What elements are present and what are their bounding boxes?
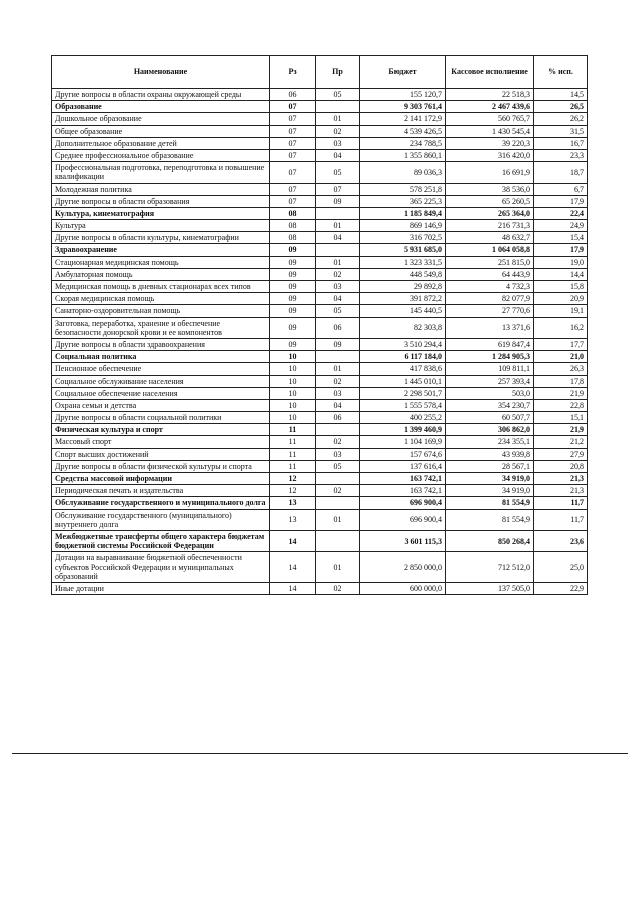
cell-pr: 09 <box>316 338 360 350</box>
cell-pct: 31,5 <box>534 125 588 137</box>
cell-pr: 01 <box>316 113 360 125</box>
cell-cash: 109 811,1 <box>446 363 534 375</box>
table-row <box>52 460 588 472</box>
cell-budget: 365 225,3 <box>360 195 446 207</box>
cell-rz: 09 <box>270 281 316 293</box>
cell-cash: 28 567,1 <box>446 460 534 472</box>
section-row <box>52 244 588 256</box>
section-row <box>52 530 588 551</box>
cell-budget: 4 539 426,5 <box>360 125 446 137</box>
cell-cash: 316 420,0 <box>446 149 534 161</box>
cell-budget: 5 931 685,0 <box>360 244 446 256</box>
table-row <box>52 305 588 317</box>
cell-pct: 21,9 <box>534 387 588 399</box>
cell-cash: 234 355,1 <box>446 436 534 448</box>
section-row <box>52 424 588 436</box>
cell-name: Социальное обслуживание населения <box>52 375 270 387</box>
cell-pr: 02 <box>316 436 360 448</box>
cell-pr: 06 <box>316 317 360 338</box>
cell-pct: 20,9 <box>534 293 588 305</box>
cell-name: Спорт высших достижений <box>52 448 270 460</box>
cell-name: Другие вопросы в области социальной политики <box>52 412 270 424</box>
cell-cash: 265 364,0 <box>446 207 534 219</box>
cell-rz: 09 <box>270 305 316 317</box>
cell-rz: 07 <box>270 162 316 183</box>
cell-pr: 06 <box>316 412 360 424</box>
table-row <box>52 162 588 183</box>
cell-budget: 6 117 184,0 <box>360 351 446 363</box>
cell-cash: 81 554,9 <box>446 497 534 509</box>
table-row <box>52 183 588 195</box>
cell-cash: 82 077,9 <box>446 293 534 305</box>
table-row <box>52 338 588 350</box>
cell-budget: 696 900,4 <box>360 497 446 509</box>
cell-cash: 560 765,7 <box>446 113 534 125</box>
cell-cash: 850 268,4 <box>446 530 534 551</box>
cell-budget: 1 185 849,4 <box>360 207 446 219</box>
cell-pct: 16,2 <box>534 317 588 338</box>
cell-rz: 12 <box>270 485 316 497</box>
table-row <box>52 317 588 338</box>
cell-pr: 09 <box>316 195 360 207</box>
cell-name: Периодическая печать и издательства <box>52 485 270 497</box>
cell-rz: 11 <box>270 448 316 460</box>
table-row <box>52 375 588 387</box>
cell-budget: 316 702,5 <box>360 232 446 244</box>
cell-rz: 07 <box>270 149 316 161</box>
cell-rz: 07 <box>270 125 316 137</box>
table-row <box>52 552 588 583</box>
cell-pct: 23,6 <box>534 530 588 551</box>
cell-pct: 17,9 <box>534 195 588 207</box>
cell-pct: 21,3 <box>534 485 588 497</box>
cell-budget: 29 892,8 <box>360 281 446 293</box>
cell-budget: 1 323 331,5 <box>360 256 446 268</box>
cell-budget: 391 872,2 <box>360 293 446 305</box>
cell-cash: 43 939,8 <box>446 448 534 460</box>
cell-cash: 619 847,4 <box>446 338 534 350</box>
header-name: Наименование <box>52 56 270 89</box>
cell-budget: 234 788,5 <box>360 137 446 149</box>
table-row <box>52 412 588 424</box>
cell-pct: 22,9 <box>534 582 588 594</box>
cell-name: Социальная политика <box>52 351 270 363</box>
cell-rz: 11 <box>270 436 316 448</box>
cell-cash: 16 691,9 <box>446 162 534 183</box>
cell-budget: 3 510 294,4 <box>360 338 446 350</box>
cell-pct: 26,5 <box>534 101 588 113</box>
cell-rz: 07 <box>270 183 316 195</box>
cell-pct: 25,0 <box>534 552 588 583</box>
cell-budget: 2 850 000,0 <box>360 552 446 583</box>
cell-budget: 3 601 115,3 <box>360 530 446 551</box>
table-row <box>52 137 588 149</box>
cell-pct: 21,9 <box>534 424 588 436</box>
cell-cash: 39 220,3 <box>446 137 534 149</box>
cell-pr: 03 <box>316 448 360 460</box>
header-budget: Бюджет <box>360 56 446 89</box>
cell-name: Обслуживание государственного (муниципального) внутреннего долга <box>52 509 270 530</box>
cell-budget: 2 298 501,7 <box>360 387 446 399</box>
cell-name: Здравоохранение <box>52 244 270 256</box>
section-row <box>52 497 588 509</box>
cell-budget: 600 000,0 <box>360 582 446 594</box>
cell-budget: 82 303,8 <box>360 317 446 338</box>
cell-pct: 16,7 <box>534 137 588 149</box>
cell-pr: 04 <box>316 399 360 411</box>
cell-cash: 13 371,6 <box>446 317 534 338</box>
cell-cash: 306 862,0 <box>446 424 534 436</box>
cell-rz: 14 <box>270 530 316 551</box>
cell-rz: 07 <box>270 137 316 149</box>
section-row <box>52 207 588 219</box>
cell-pr: 03 <box>316 137 360 149</box>
budget-table <box>51 55 588 595</box>
cell-cash: 216 731,3 <box>446 220 534 232</box>
cell-rz: 09 <box>270 256 316 268</box>
table-row <box>52 195 588 207</box>
cell-rz: 09 <box>270 244 316 256</box>
cell-budget: 163 742,1 <box>360 485 446 497</box>
header-pr: Пр <box>316 56 360 89</box>
cell-pct: 22,8 <box>534 399 588 411</box>
cell-rz: 10 <box>270 412 316 424</box>
cell-name: Среднее профессиональное образование <box>52 149 270 161</box>
cell-rz: 07 <box>270 113 316 125</box>
cell-budget: 1 555 578,4 <box>360 399 446 411</box>
cell-name: Общее образование <box>52 125 270 137</box>
cell-pr: 02 <box>316 375 360 387</box>
cell-cash: 60 507,7 <box>446 412 534 424</box>
cell-pr: 01 <box>316 220 360 232</box>
table-row <box>52 387 588 399</box>
cell-pct: 18,7 <box>534 162 588 183</box>
cell-rz: 11 <box>270 460 316 472</box>
cell-budget: 145 440,5 <box>360 305 446 317</box>
cell-name: Дошкольное образование <box>52 113 270 125</box>
cell-pr <box>316 351 360 363</box>
cell-name: Медицинская помощь в дневных стационарах всех типов <box>52 281 270 293</box>
cell-pr: 05 <box>316 162 360 183</box>
cell-name: Образование <box>52 101 270 113</box>
cell-pct: 26,3 <box>534 363 588 375</box>
cell-pr <box>316 244 360 256</box>
cell-rz: 10 <box>270 375 316 387</box>
cell-cash: 137 505,0 <box>446 582 534 594</box>
cell-name: Другие вопросы в области охраны окружающей среды <box>52 89 270 101</box>
cell-rz: 14 <box>270 582 316 594</box>
cell-rz: 12 <box>270 473 316 485</box>
cell-budget: 2 141 172,9 <box>360 113 446 125</box>
cell-pr: 03 <box>316 387 360 399</box>
cell-name: Молодежная политика <box>52 183 270 195</box>
cell-rz: 13 <box>270 509 316 530</box>
cell-pr: 01 <box>316 256 360 268</box>
cell-name: Скорая медицинская помощь <box>52 293 270 305</box>
cell-pr <box>316 424 360 436</box>
cell-pct: 17,9 <box>534 244 588 256</box>
cell-pct: 26,2 <box>534 113 588 125</box>
cell-pr: 02 <box>316 125 360 137</box>
table-row <box>52 268 588 280</box>
cell-name: Культура, кинематография <box>52 207 270 219</box>
table-header-row <box>52 56 588 89</box>
cell-name: Другие вопросы в области образования <box>52 195 270 207</box>
cell-rz: 13 <box>270 497 316 509</box>
cell-pct: 21,3 <box>534 473 588 485</box>
cell-cash: 503,0 <box>446 387 534 399</box>
cell-name: Дополнительное образование детей <box>52 137 270 149</box>
cell-rz: 10 <box>270 399 316 411</box>
cell-cash: 354 230,7 <box>446 399 534 411</box>
section-row <box>52 351 588 363</box>
table-row <box>52 582 588 594</box>
cell-cash: 257 393,4 <box>446 375 534 387</box>
table-row <box>52 220 588 232</box>
cell-rz: 10 <box>270 387 316 399</box>
cell-name: Профессиональная подготовка, переподготовка и повышение квалификации <box>52 162 270 183</box>
cell-rz: 08 <box>270 207 316 219</box>
table-row <box>52 149 588 161</box>
cell-budget: 1 399 460,9 <box>360 424 446 436</box>
cell-rz: 07 <box>270 195 316 207</box>
header-rz: Рз <box>270 56 316 89</box>
cell-cash: 64 443,9 <box>446 268 534 280</box>
cell-rz: 09 <box>270 293 316 305</box>
cell-pr: 04 <box>316 293 360 305</box>
cell-name: Другие вопросы в области культуры, кинематографии <box>52 232 270 244</box>
cell-cash: 65 260,5 <box>446 195 534 207</box>
cell-pct: 27,9 <box>534 448 588 460</box>
cell-cash: 48 632,7 <box>446 232 534 244</box>
cell-cash: 22 518,3 <box>446 89 534 101</box>
cell-name: Охрана семьи и детства <box>52 399 270 411</box>
cell-budget: 417 838,6 <box>360 363 446 375</box>
header-cash: Кассовое исполнение <box>446 56 534 89</box>
table-row <box>52 232 588 244</box>
cell-name: Заготовка, переработка, хранение и обеспечение безопасности донорской крови и ее компонентов <box>52 317 270 338</box>
cell-name: Социальное обеспечение населения <box>52 387 270 399</box>
cell-pct: 11,7 <box>534 497 588 509</box>
cell-cash: 34 919,0 <box>446 485 534 497</box>
cell-pr: 01 <box>316 552 360 583</box>
table-row <box>52 256 588 268</box>
cell-budget: 400 255,2 <box>360 412 446 424</box>
cell-name: Обслуживание государственного и муниципального долга <box>52 497 270 509</box>
cell-pr: 04 <box>316 232 360 244</box>
cell-pct: 24,9 <box>534 220 588 232</box>
cell-cash: 81 554,9 <box>446 509 534 530</box>
cell-cash: 1 430 545,4 <box>446 125 534 137</box>
cell-name: Физическая культура и спорт <box>52 424 270 436</box>
cell-cash: 251 815,0 <box>446 256 534 268</box>
cell-pr <box>316 497 360 509</box>
cell-name: Межбюджетные трансферты общего характера бюджетам бюджетной системы Российской Федерации <box>52 530 270 551</box>
section-row <box>52 473 588 485</box>
cell-rz: 10 <box>270 363 316 375</box>
cell-budget: 1 355 860,1 <box>360 149 446 161</box>
cell-pr: 03 <box>316 281 360 293</box>
table-row <box>52 485 588 497</box>
cell-pct: 20,8 <box>534 460 588 472</box>
cell-rz: 14 <box>270 552 316 583</box>
cell-pct: 6,7 <box>534 183 588 195</box>
cell-cash: 38 536,0 <box>446 183 534 195</box>
table-row <box>52 436 588 448</box>
cell-cash: 2 467 439,6 <box>446 101 534 113</box>
cell-cash: 34 919,0 <box>446 473 534 485</box>
cell-name: Культура <box>52 220 270 232</box>
table-row <box>52 89 588 101</box>
cell-rz: 06 <box>270 89 316 101</box>
cell-budget: 89 036,3 <box>360 162 446 183</box>
cell-budget: 578 251,8 <box>360 183 446 195</box>
table-row <box>52 113 588 125</box>
cell-rz: 11 <box>270 424 316 436</box>
cell-name: Стационарная медицинская помощь <box>52 256 270 268</box>
cell-pr: 02 <box>316 582 360 594</box>
cell-rz: 09 <box>270 338 316 350</box>
cell-pct: 15,4 <box>534 232 588 244</box>
cell-rz: 10 <box>270 351 316 363</box>
cell-pr <box>316 207 360 219</box>
cell-cash: 4 732,3 <box>446 281 534 293</box>
section-row <box>52 101 588 113</box>
cell-pr: 04 <box>316 149 360 161</box>
cell-pct: 17,7 <box>534 338 588 350</box>
cell-cash: 1 064 058,8 <box>446 244 534 256</box>
cell-pct: 22,4 <box>534 207 588 219</box>
cell-pr: 02 <box>316 485 360 497</box>
cell-name: Другие вопросы в области здравоохранения <box>52 338 270 350</box>
cell-pct: 14,4 <box>534 268 588 280</box>
table-row <box>52 448 588 460</box>
cell-name: Амбулаторная помощь <box>52 268 270 280</box>
cell-pr <box>316 473 360 485</box>
cell-cash: 1 284 905,3 <box>446 351 534 363</box>
cell-pct: 11,7 <box>534 509 588 530</box>
cell-budget: 163 742,1 <box>360 473 446 485</box>
cell-budget: 869 146,9 <box>360 220 446 232</box>
cell-budget: 1 104 169,9 <box>360 436 446 448</box>
cell-name: Дотации на выравнивание бюджетной обеспеченности субъектов Российской Федерации и муниципальных образований <box>52 552 270 583</box>
cell-pr: 02 <box>316 268 360 280</box>
cell-rz: 08 <box>270 232 316 244</box>
cell-pct: 19,0 <box>534 256 588 268</box>
cell-rz: 09 <box>270 268 316 280</box>
cell-pct: 15,1 <box>534 412 588 424</box>
cell-name: Другие вопросы в области физической культуры и спорта <box>52 460 270 472</box>
table-row <box>52 399 588 411</box>
cell-pr <box>316 530 360 551</box>
table-row <box>52 281 588 293</box>
cell-name: Иные дотации <box>52 582 270 594</box>
cell-pct: 21,0 <box>534 351 588 363</box>
cell-cash: 27 770,6 <box>446 305 534 317</box>
cell-pr <box>316 101 360 113</box>
cell-pr: 05 <box>316 305 360 317</box>
table-row <box>52 509 588 530</box>
cell-name: Средства массовой информации <box>52 473 270 485</box>
cell-name: Санаторно-оздоровительная помощь <box>52 305 270 317</box>
cell-pr: 01 <box>316 509 360 530</box>
cell-budget: 1 445 010,1 <box>360 375 446 387</box>
cell-name: Массовый спорт <box>52 436 270 448</box>
cell-budget: 157 674,6 <box>360 448 446 460</box>
cell-budget: 155 120,7 <box>360 89 446 101</box>
table-row <box>52 293 588 305</box>
cell-cash: 712 512,0 <box>446 552 534 583</box>
cell-pct: 21,2 <box>534 436 588 448</box>
cell-pct: 19,1 <box>534 305 588 317</box>
cell-rz: 09 <box>270 317 316 338</box>
cell-name: Пенсионное обеспечение <box>52 363 270 375</box>
cell-pct: 23,3 <box>534 149 588 161</box>
header-pct: % исп. <box>534 56 588 89</box>
cell-budget: 448 549,8 <box>360 268 446 280</box>
cell-budget: 9 303 761,4 <box>360 101 446 113</box>
cell-pct: 15,8 <box>534 281 588 293</box>
cell-pr: 05 <box>316 460 360 472</box>
cell-pr: 05 <box>316 89 360 101</box>
cell-rz: 07 <box>270 101 316 113</box>
cell-budget: 137 616,4 <box>360 460 446 472</box>
cell-rz: 08 <box>270 220 316 232</box>
cell-pct: 14,5 <box>534 89 588 101</box>
page-divider <box>12 753 628 754</box>
cell-budget: 696 900,4 <box>360 509 446 530</box>
table-row <box>52 125 588 137</box>
cell-pr: 07 <box>316 183 360 195</box>
table-row <box>52 363 588 375</box>
cell-pct: 17,8 <box>534 375 588 387</box>
cell-pr: 01 <box>316 363 360 375</box>
